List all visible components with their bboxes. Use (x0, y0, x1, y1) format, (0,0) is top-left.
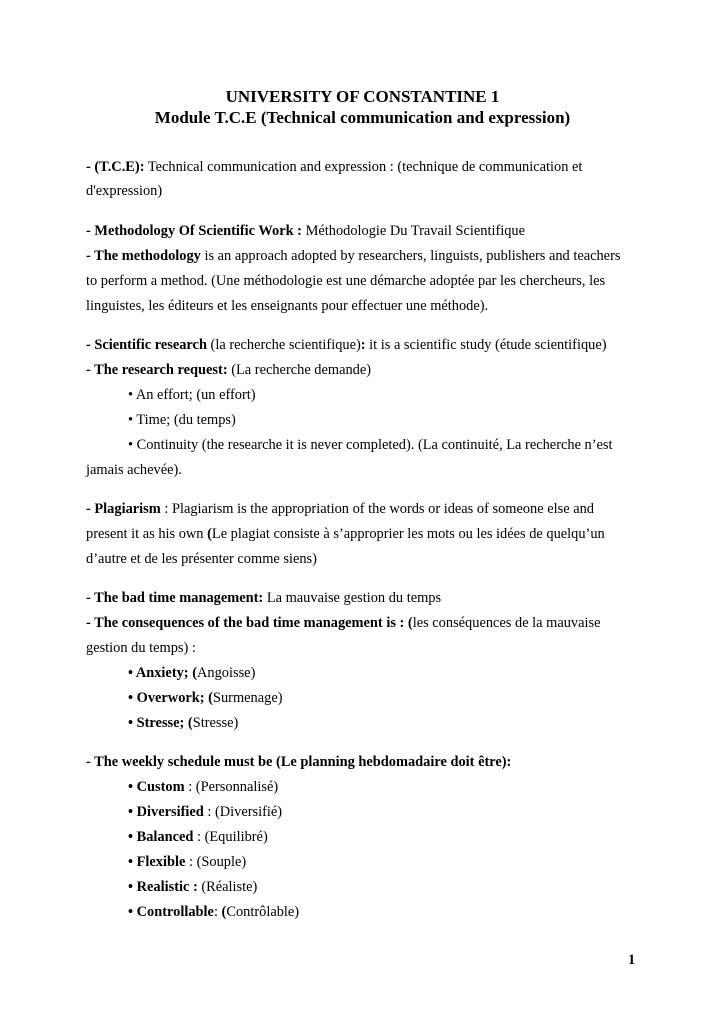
open-paren: ( (207, 526, 212, 542)
research-request-label: - The research request: (86, 362, 228, 378)
dash: - (86, 223, 95, 239)
weekly-schedule-label: The weekly schedule must be (Le planning hebdomadaire doit être): (94, 754, 512, 770)
plagiarism-continued-2: d’autre et de les présenter comme siens) (86, 551, 317, 567)
flexible-text: : (Souple) (185, 854, 247, 870)
the-methodology-continued-2: linguistes, les éditeurs et les enseignants pour effectuer une méthode). (86, 298, 489, 314)
controllable-text-a: : (213, 904, 222, 920)
methodology-line (86, 222, 639, 240)
consequences-continued: gestion du temps) : (86, 640, 196, 656)
bullet-controllable (128, 903, 639, 921)
page-number: 1 (628, 952, 636, 968)
plagiarism-line (86, 500, 639, 518)
balanced-text: : (Equilibré) (193, 829, 268, 845)
overwork-label: • Overwork; ( (128, 690, 213, 706)
controllable-label: • Controllable (128, 904, 214, 920)
plagiarism-text-a: present it as his own (86, 526, 208, 542)
custom-text: : (Personnalisé) (184, 779, 279, 795)
dash: - (86, 159, 95, 175)
bullet-flexible (128, 853, 639, 871)
weekly-schedule-line (86, 753, 639, 771)
research-request-text: (La recherche demande) (227, 362, 372, 378)
methodology-label: Methodology Of Scientific Work : (94, 223, 302, 239)
tce-label: (T.C.E): (94, 159, 145, 175)
methodology-text: Méthodologie Du Travail Scientifique (301, 223, 526, 239)
bullet-realistic (128, 878, 639, 896)
open-paren: ( (221, 904, 227, 920)
controllable-text-b: Contrôlable) (226, 904, 300, 920)
anxiety-label: • Anxiety; ( (128, 665, 197, 681)
bullet-diversified (128, 803, 639, 821)
bullet-effort: • An effort; (un effort) (128, 387, 256, 403)
bullet-continuity-continued: jamais achevée). (86, 462, 182, 478)
stresse-label: • Stresse; ( (128, 715, 193, 731)
the-methodology-continued-1: to perform a method. (Une méthodologie est une démarche adoptée par les chercheurs, les (86, 273, 606, 289)
diversified-label: • Diversified (128, 804, 204, 820)
bullet-custom (128, 778, 639, 796)
plagiarism-text: : Plagiarism is the appropriation of the words or ideas of someone else and (160, 501, 594, 517)
document-subtitle: Module T.C.E (Technical communication and expression) (154, 108, 571, 127)
balanced-label: • Balanced (128, 829, 194, 845)
scientific-research-text-b: it is a scientific study (étude scientifique) (365, 337, 607, 353)
dash: - (86, 754, 95, 770)
bad-time-management-text: La mauvaise gestion du temps (263, 590, 442, 606)
flexible-label: • Flexible (128, 854, 186, 870)
bad-time-management-line (86, 589, 639, 607)
scientific-research-label: - Scientific research (86, 337, 207, 353)
diversified-text: : (Diversifié) (203, 804, 283, 820)
document-title: UNIVERSITY OF CONSTANTINE 1 (225, 87, 500, 106)
bullet-stresse (128, 714, 639, 732)
scientific-research-text-a: (la recherche scientifique) (206, 337, 361, 353)
anxiety-text: Angoisse) (197, 665, 256, 681)
colon: : (360, 337, 366, 353)
scientific-research-line (86, 336, 639, 354)
the-methodology-text: is an approach adopted by researchers, linguists, publishers and teachers (200, 248, 621, 264)
consequences-text: les conséquences de la mauvaise (412, 615, 601, 631)
bullet-overwork (128, 689, 639, 707)
consequences-line (86, 614, 639, 632)
dash: - (86, 501, 95, 517)
overwork-text: Surmenage) (212, 690, 283, 706)
the-methodology-line (86, 247, 639, 265)
bullet-time: • Time; (du temps) (128, 412, 236, 428)
custom-label: • Custom (128, 779, 185, 795)
tce-text: Technical communication and expression : (technique de communication et (144, 159, 583, 175)
bullet-continuity: • Continuity (the researche it is never completed). (La continuité, La recherche n’est (128, 437, 613, 453)
plagiarism-continued-1 (86, 525, 639, 543)
the-methodology-label: - The methodology (86, 248, 201, 264)
bullet-balanced (128, 828, 639, 846)
consequences-label: - The consequences of the bad time management is : ( (86, 615, 413, 631)
plagiarism-text-b: Le plagiat consiste à s’approprier les mots ou les idées de quelqu’un (211, 526, 605, 542)
bad-time-management-label: - The bad time management: (86, 590, 264, 606)
tce-definition-line (86, 158, 639, 176)
realistic-text: (Réaliste) (197, 879, 258, 895)
realistic-label: • Realistic : (128, 879, 198, 895)
tce-definition-continued: d'expression) (86, 183, 163, 199)
stresse-text: Stresse) (192, 715, 239, 731)
plagiarism-label: Plagiarism (94, 501, 161, 517)
bullet-anxiety (128, 664, 639, 682)
research-request-line (86, 361, 639, 379)
